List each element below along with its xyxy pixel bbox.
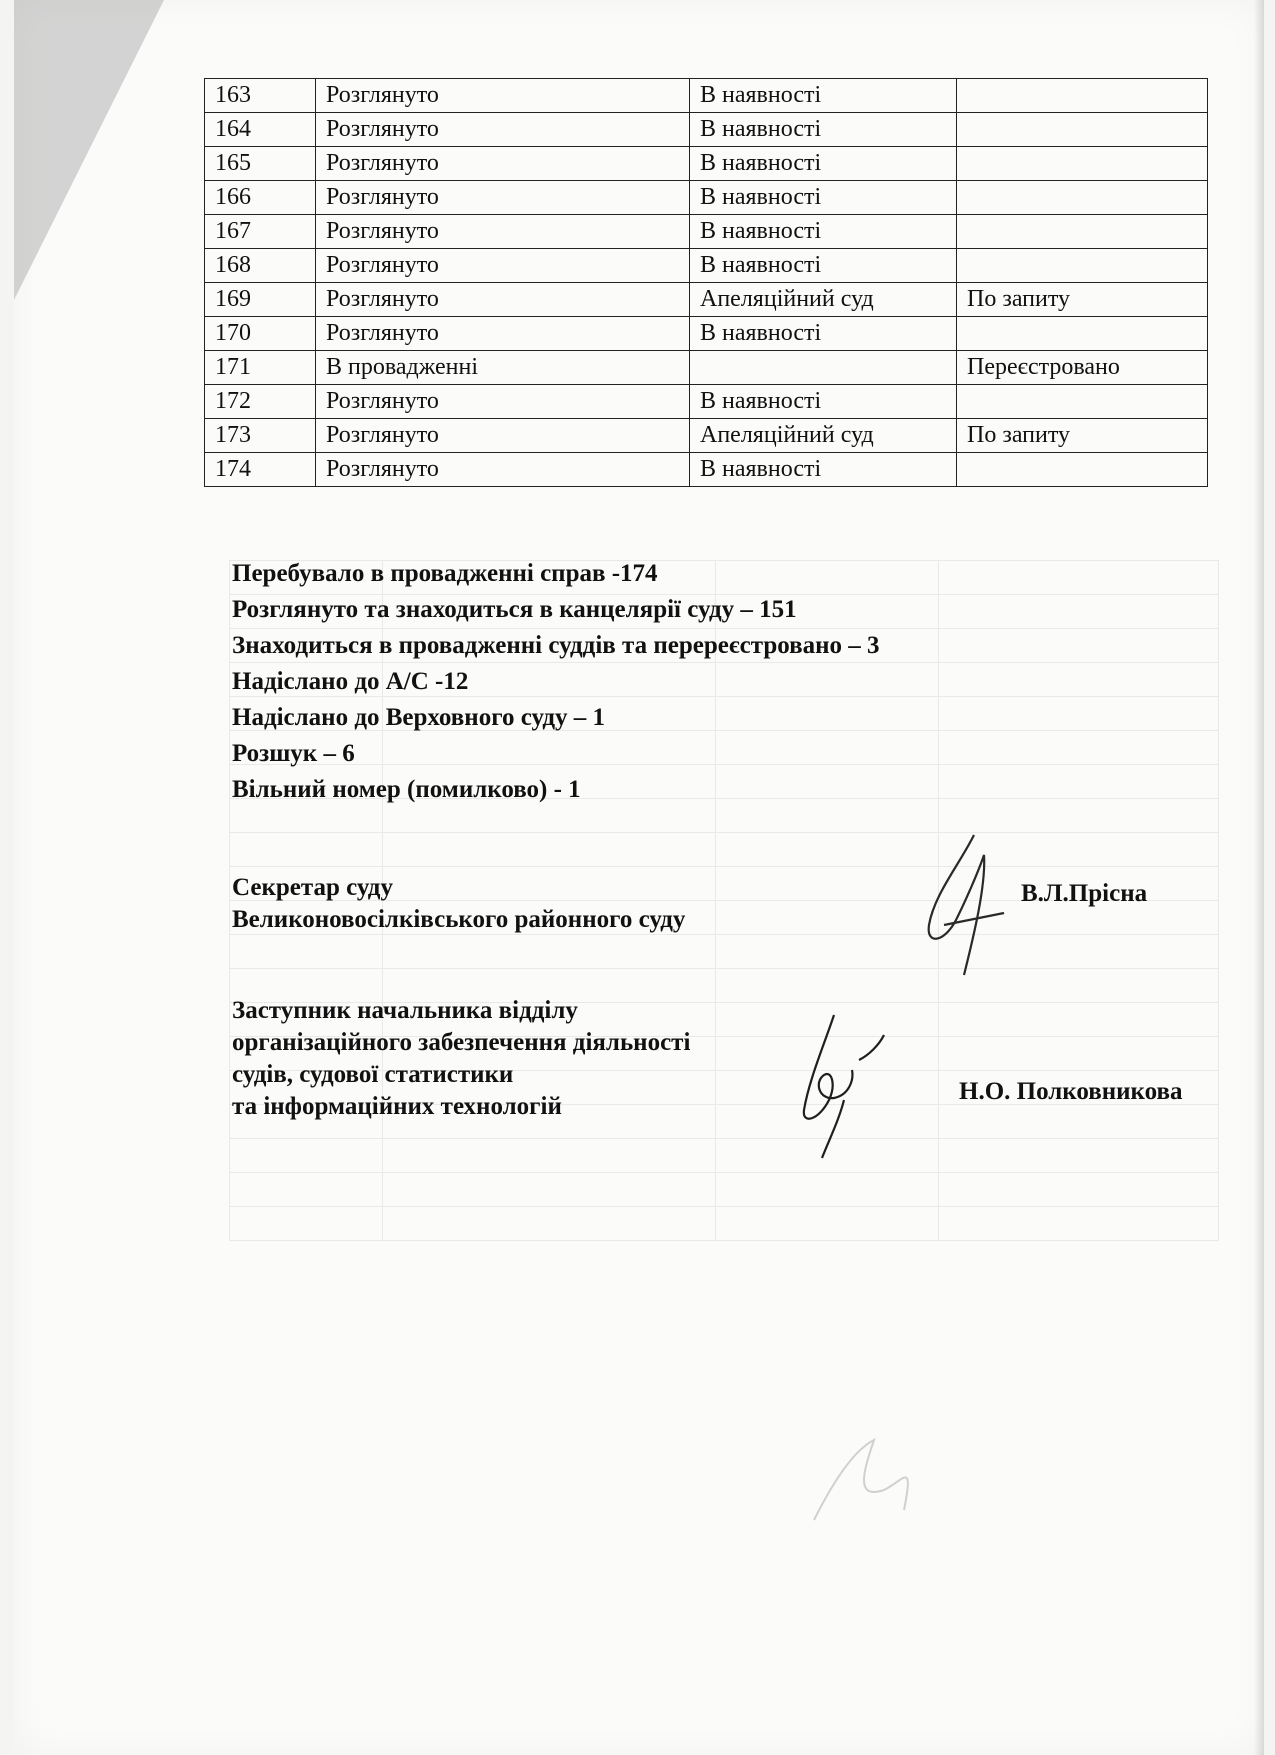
table-row	[205, 317, 1208, 351]
case-location-cell: В наявності	[690, 249, 957, 283]
case-location-cell: Апеляційний суд	[690, 283, 957, 317]
case-location-cell: В наявності	[690, 317, 957, 351]
summary-total-line: Перебувало в провадженні справ -174	[232, 560, 658, 587]
case-location-cell: Апеляційний суд	[690, 419, 957, 453]
case-status-cell: Розглянуто	[316, 249, 690, 283]
case-number-cell: 171	[205, 351, 316, 385]
case-number-cell: 165	[205, 147, 316, 181]
case-status-cell: Розглянуто	[316, 419, 690, 453]
case-location-cell: В наявності	[690, 79, 957, 113]
table-row	[205, 385, 1208, 419]
table-row	[205, 249, 1208, 283]
case-status-cell: Розглянуто	[316, 147, 690, 181]
case-status-cell: Розглянуто	[316, 113, 690, 147]
secretary-title-line-1: Секретар суду	[232, 874, 393, 901]
table-row	[205, 351, 1208, 385]
case-number-cell: 173	[205, 419, 316, 453]
secretary-name: В.Л.Прісна	[1021, 880, 1148, 907]
summary-search-line: Розшук – 6	[232, 740, 355, 767]
case-number-cell: 166	[205, 181, 316, 215]
case-note-cell	[957, 113, 1208, 147]
case-location-cell	[690, 351, 957, 385]
deputy-title	[232, 995, 690, 1123]
cases-table	[204, 78, 1208, 487]
bleed-through-signature	[794, 1420, 934, 1540]
case-number-cell: 174	[205, 453, 316, 487]
summary-reviewed-line: Розглянуто та знаходиться в канцелярії суду – 151	[232, 596, 797, 623]
case-number-cell: 164	[205, 113, 316, 147]
case-number-cell: 163	[205, 79, 316, 113]
case-status-cell: Розглянуто	[316, 453, 690, 487]
deputy-title-line-2: організаційного забезпечення діяльності	[232, 1029, 691, 1056]
case-note-cell	[957, 453, 1208, 487]
table-row	[205, 283, 1208, 317]
case-number-cell: 169	[205, 283, 316, 317]
case-location-cell: В наявності	[690, 385, 957, 419]
case-status-cell: Розглянуто	[316, 79, 690, 113]
case-note-cell	[957, 181, 1208, 215]
case-number-cell: 168	[205, 249, 316, 283]
table-row	[205, 79, 1208, 113]
table-row	[205, 113, 1208, 147]
table-row	[205, 147, 1208, 181]
deputy-title-line-1: Заступник начальника відділу	[232, 997, 578, 1024]
case-location-cell: В наявності	[690, 147, 957, 181]
case-note-cell	[957, 215, 1208, 249]
summary-free-number-line: Вільний номер (помилково) - 1	[232, 776, 581, 803]
case-note-cell	[957, 385, 1208, 419]
case-note-cell	[957, 249, 1208, 283]
case-note-cell	[957, 147, 1208, 181]
case-location-cell: В наявності	[690, 113, 957, 147]
case-status-cell: Розглянуто	[316, 385, 690, 419]
case-status-cell: Розглянуто	[316, 215, 690, 249]
case-status-cell: Розглянуто	[316, 317, 690, 351]
case-number-cell: 170	[205, 317, 316, 351]
case-location-cell: В наявності	[690, 181, 957, 215]
case-location-cell: В наявності	[690, 215, 957, 249]
summary-appeal-line: Надіслано до А/С -12	[232, 668, 469, 695]
table-row	[205, 453, 1208, 487]
deputy-signature	[774, 1000, 894, 1160]
secretary-signature	[904, 825, 1014, 985]
summary-supreme-court-line: Надіслано до Верховного суду – 1	[232, 704, 606, 731]
secretary-title	[232, 872, 685, 936]
case-number-cell: 172	[205, 385, 316, 419]
table-row	[205, 181, 1208, 215]
deputy-name: Н.О. Полковникова	[959, 1078, 1183, 1105]
deputy-title-line-4: та інформаційних технологій	[232, 1093, 562, 1120]
scan-edge-shadow	[1254, 0, 1264, 1755]
deputy-title-line-3: судів, судової статистики	[232, 1061, 514, 1088]
case-note-cell	[957, 317, 1208, 351]
case-number-cell: 167	[205, 215, 316, 249]
table-row	[205, 215, 1208, 249]
summary-in-progress-line: Знаходиться в провадженні суддів та перереєстровано – 3	[232, 632, 880, 659]
table-row	[205, 419, 1208, 453]
case-note-cell: По запиту	[957, 419, 1208, 453]
case-status-cell: Розглянуто	[316, 181, 690, 215]
case-status-cell: Розглянуто	[316, 283, 690, 317]
case-summary	[232, 556, 880, 808]
case-note-cell: Переєстровано	[957, 351, 1208, 385]
scan-fold-shadow	[14, 0, 164, 300]
document-page	[14, 0, 1264, 1755]
case-status-cell: В провадженні	[316, 351, 690, 385]
case-note-cell	[957, 79, 1208, 113]
case-location-cell: В наявності	[690, 453, 957, 487]
secretary-title-line-2: Великоновосілківського районного суду	[232, 906, 686, 933]
case-note-cell: По запиту	[957, 283, 1208, 317]
